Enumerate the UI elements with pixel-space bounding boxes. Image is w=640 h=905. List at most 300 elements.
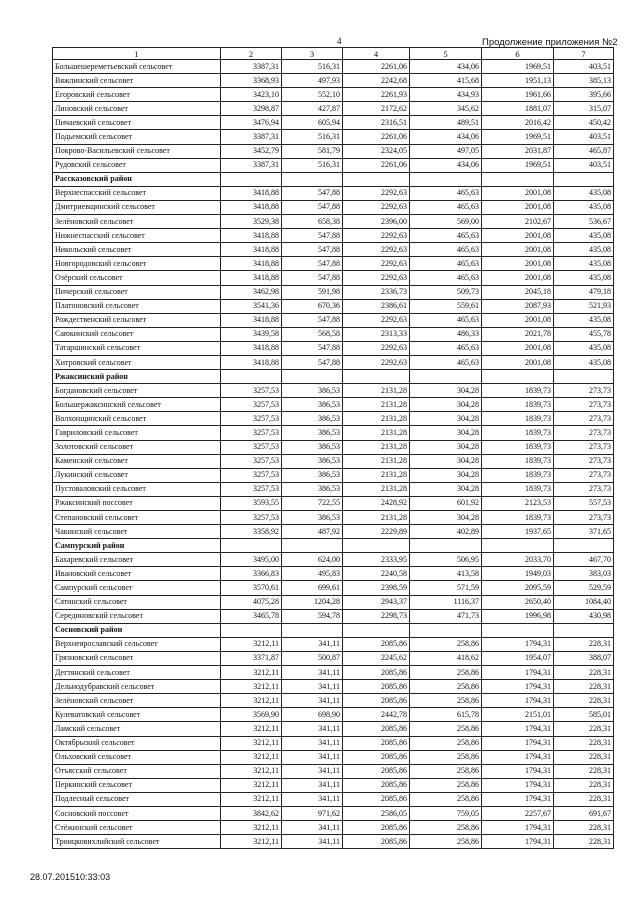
district-name: Ржаксинский район [53,370,221,384]
value-cell: 691,67 [554,806,614,820]
continuation-label: Продолжение приложения №2 [482,37,618,48]
empty-cell [482,370,554,384]
table-row [53,496,614,510]
value-cell: 3387,31 [221,60,282,74]
value-cell: 341,11 [282,694,343,708]
value-cell: 2123,53 [482,496,554,510]
value-cell: 2245,62 [343,651,410,665]
settlement-name: Троицковихлийский сельсовет [53,835,221,849]
value-cell: 497,05 [410,144,482,158]
value-cell: 1954,07 [482,651,554,665]
table-row [53,750,614,764]
value-cell: 304,28 [410,440,482,454]
value-cell: 2021,78 [482,327,554,341]
empty-cell [343,539,410,553]
value-cell: 594,78 [282,609,343,623]
value-cell: 487,92 [282,525,343,539]
value-cell: 435,08 [554,341,614,355]
value-cell: 2001,08 [482,229,554,243]
empty-cell [282,172,343,186]
value-cell: 228,31 [554,835,614,849]
value-cell: 2085,86 [343,694,410,708]
value-cell: 304,28 [410,482,482,496]
value-cell: 465,63 [410,257,482,271]
value-cell: 258,86 [410,736,482,750]
column-header: 5 [410,48,482,60]
table-row [53,313,614,327]
value-cell: 1839,73 [482,440,554,454]
value-cell: 395,66 [554,88,614,102]
value-cell: 571,59 [410,581,482,595]
empty-cell [343,623,410,637]
value-cell: 434,06 [410,158,482,172]
value-cell: 2131,28 [343,384,410,398]
value-cell: 273,73 [554,384,614,398]
value-cell: 3212,11 [221,736,282,750]
value-cell: 1084,40 [554,595,614,609]
value-cell: 2001,08 [482,355,554,369]
value-cell: 1951,13 [482,74,554,88]
value-cell: 2261,93 [343,88,410,102]
table-row [53,130,614,144]
value-cell: 228,31 [554,637,614,651]
table-row [53,778,614,792]
value-cell: 258,86 [410,835,482,849]
value-cell: 1794,31 [482,778,554,792]
value-cell: 2085,86 [343,821,410,835]
value-cell: 450,42 [554,116,614,130]
settlement-name: Вяжлинский сельсовет [53,74,221,88]
value-cell: 2257,67 [482,806,554,820]
value-cell: 3495,00 [221,553,282,567]
district-row [53,539,614,553]
settlement-name: Волхонщинский сельсовет [53,412,221,426]
value-cell: 2001,08 [482,257,554,271]
value-cell: 722,55 [282,496,343,510]
settlement-name: Большешереметьевский сельсовет [53,60,221,74]
value-cell: 258,86 [410,792,482,806]
table-row [53,680,614,694]
column-header: 4 [343,48,410,60]
value-cell: 1839,73 [482,412,554,426]
value-cell: 2001,08 [482,186,554,200]
value-cell: 258,86 [410,637,482,651]
value-cell: 3257,53 [221,398,282,412]
value-cell: 536,67 [554,215,614,229]
value-cell: 2095,59 [482,581,554,595]
value-cell: 341,11 [282,736,343,750]
table-row [53,694,614,708]
settlement-name: Степановский сельсовет [53,511,221,525]
column-header: 6 [482,48,554,60]
table-row [53,341,614,355]
value-cell: 2087,93 [482,299,554,313]
value-cell: 1839,73 [482,511,554,525]
value-cell: 258,86 [410,764,482,778]
value-cell: 228,31 [554,680,614,694]
value-cell: 2396,00 [343,215,410,229]
value-cell: 624,00 [282,553,343,567]
value-cell: 2333,95 [343,553,410,567]
value-cell: 386,53 [282,398,343,412]
value-cell: 403,51 [554,60,614,74]
value-cell: 547,88 [282,257,343,271]
value-cell: 341,11 [282,666,343,680]
settlement-name: Сампурский сельсовет [53,581,221,595]
value-cell: 386,53 [282,482,343,496]
value-cell: 601,92 [410,496,482,510]
value-cell: 547,88 [282,229,343,243]
table-row [53,468,614,482]
value-cell: 3418,88 [221,271,282,285]
empty-cell [221,539,282,553]
value-cell: 258,86 [410,680,482,694]
value-cell: 2085,86 [343,680,410,694]
value-cell: 1969,51 [482,158,554,172]
table-row [53,271,614,285]
settlement-name: Верхнеярославский сельсовет [53,637,221,651]
value-cell: 2442,78 [343,708,410,722]
empty-cell [221,172,282,186]
value-cell: 3418,88 [221,186,282,200]
value-cell: 465,63 [410,355,482,369]
value-cell: 403,51 [554,158,614,172]
settlement-name: Бахаревский сельсовет [53,553,221,567]
value-cell: 2016,42 [482,116,554,130]
value-cell: 427,87 [282,102,343,116]
value-cell: 3439,58 [221,327,282,341]
settlement-name: Дмитриевщинский сельсовет [53,200,221,214]
table-row [53,116,614,130]
value-cell: 3257,53 [221,454,282,468]
value-cell: 2085,86 [343,792,410,806]
value-cell: 486,33 [410,327,482,341]
value-cell: 1794,31 [482,680,554,694]
table-row [53,609,614,623]
value-cell: 2085,86 [343,764,410,778]
value-cell: 2261,06 [343,158,410,172]
value-cell: 1839,73 [482,398,554,412]
value-cell: 521,93 [554,299,614,313]
value-cell: 2292,63 [343,243,410,257]
value-cell: 2292,63 [343,200,410,214]
settlement-name: Ламский сельсовет [53,722,221,736]
settlement-name: Ивановский сельсовет [53,567,221,581]
empty-cell [410,623,482,637]
value-cell: 547,88 [282,271,343,285]
value-cell: 489,51 [410,116,482,130]
value-cell: 1839,73 [482,426,554,440]
value-cell: 371,65 [554,525,614,539]
value-cell: 569,00 [410,215,482,229]
value-cell: 3476,94 [221,116,282,130]
value-cell: 1794,31 [482,666,554,680]
value-cell: 2001,08 [482,200,554,214]
value-cell: 2045,18 [482,285,554,299]
value-cell: 2229,89 [343,525,410,539]
value-cell: 698,90 [282,708,343,722]
district-name: Сосновский район [53,623,221,637]
value-cell: 341,11 [282,764,343,778]
table-row [53,482,614,496]
empty-cell [221,623,282,637]
value-cell: 3529,38 [221,215,282,229]
value-cell: 2386,61 [343,299,410,313]
value-cell: 3569,90 [221,708,282,722]
value-cell: 495,83 [282,567,343,581]
value-cell: 559,61 [410,299,482,313]
value-cell: 430,98 [554,609,614,623]
value-cell: 383,03 [554,567,614,581]
value-cell: 3257,53 [221,468,282,482]
table-row [53,792,614,806]
settlement-name: Кулеватовский сельсовет [53,708,221,722]
value-cell: 2172,62 [343,102,410,116]
value-cell: 2131,28 [343,426,410,440]
value-cell: 341,11 [282,792,343,806]
value-cell: 581,79 [282,144,343,158]
settlement-name: Богдановский сельсовет [53,384,221,398]
table-row [53,299,614,313]
empty-cell [554,623,614,637]
value-cell: 3368,93 [221,74,282,88]
table-row [53,764,614,778]
value-cell: 228,31 [554,666,614,680]
value-cell: 258,86 [410,778,482,792]
settlement-name: Дельнодубравский сельсовет [53,680,221,694]
value-cell: 1794,31 [482,821,554,835]
value-cell: 2586,05 [343,806,410,820]
value-cell: 1794,31 [482,694,554,708]
table-row [53,567,614,581]
table-row [53,215,614,229]
value-cell: 304,28 [410,454,482,468]
value-cell: 465,63 [410,313,482,327]
value-cell: 341,11 [282,778,343,792]
value-cell: 471,73 [410,609,482,623]
value-cell: 2033,70 [482,553,554,567]
empty-cell [282,370,343,384]
settlement-name: Золотовский сельсовет [53,440,221,454]
table-row [53,806,614,820]
empty-cell [554,172,614,186]
value-cell: 547,88 [282,355,343,369]
value-cell: 2943,37 [343,595,410,609]
settlement-name: Верхнеспасский сельсовет [53,186,221,200]
empty-cell [482,539,554,553]
value-cell: 1839,73 [482,454,554,468]
value-cell: 273,73 [554,412,614,426]
value-cell: 2336,73 [343,285,410,299]
value-cell: 2261,06 [343,130,410,144]
value-cell: 1794,31 [482,722,554,736]
table-row [53,398,614,412]
settlement-name: Сосновский поссовет [53,806,221,820]
value-cell: 615,78 [410,708,482,722]
value-cell: 585,01 [554,708,614,722]
value-cell: 258,86 [410,722,482,736]
value-cell: 2292,63 [343,341,410,355]
value-cell: 465,87 [554,144,614,158]
value-cell: 304,28 [410,384,482,398]
value-cell: 2292,63 [343,355,410,369]
value-cell: 3212,11 [221,637,282,651]
table-row [53,158,614,172]
value-cell: 3358,92 [221,525,282,539]
value-cell: 2242,68 [343,74,410,88]
value-cell: 2316,51 [343,116,410,130]
value-cell: 516,31 [282,60,343,74]
table-row [53,708,614,722]
value-cell: 1839,73 [482,384,554,398]
value-cell: 341,11 [282,722,343,736]
district-name: Рассказовский район [53,172,221,186]
value-cell: 341,11 [282,750,343,764]
empty-cell [343,172,410,186]
value-cell: 2031,87 [482,144,554,158]
value-cell: 547,88 [282,243,343,257]
value-cell: 759,05 [410,806,482,820]
value-cell: 2085,86 [343,750,410,764]
value-cell: 1969,51 [482,130,554,144]
value-cell: 467,70 [554,553,614,567]
value-cell: 568,58 [282,327,343,341]
settlement-name: Подьемский сельсовет [53,130,221,144]
value-cell: 3212,11 [221,835,282,849]
page-number: 4 [337,36,342,46]
settlement-name: Ольховский сельсовет [53,750,221,764]
table-row [53,384,614,398]
value-cell: 3842,62 [221,806,282,820]
settlement-name: Гавриловский сельсовет [53,426,221,440]
table-row [53,595,614,609]
value-cell: 500,87 [282,651,343,665]
value-cell: 304,28 [410,398,482,412]
empty-cell [410,172,482,186]
settlement-name: Отъясский сельсовет [53,764,221,778]
value-cell: 415,68 [410,74,482,88]
value-cell: 386,53 [282,412,343,426]
value-cell: 552,10 [282,88,343,102]
value-cell: 2131,28 [343,398,410,412]
value-cell: 3418,88 [221,313,282,327]
value-cell: 3212,11 [221,778,282,792]
value-cell: 341,11 [282,835,343,849]
value-cell: 547,88 [282,200,343,214]
value-cell: 434,06 [410,60,482,74]
table-row [53,327,614,341]
value-cell: 3212,11 [221,722,282,736]
settlement-name: Татаршинский сельсовет [53,341,221,355]
value-cell: 506,95 [410,553,482,567]
value-cell: 2428,92 [343,496,410,510]
settlement-name: Озёрский сельсовет [53,271,221,285]
empty-cell [343,370,410,384]
settlement-name: Ржаксинский поссовет [53,496,221,510]
value-cell: 228,31 [554,792,614,806]
value-cell: 2151,01 [482,708,554,722]
value-cell: 3465,78 [221,609,282,623]
value-cell: 1881,07 [482,102,554,116]
table-row [53,736,614,750]
value-cell: 435,08 [554,229,614,243]
value-cell: 2292,63 [343,271,410,285]
value-cell: 3593,55 [221,496,282,510]
settlement-name: Никольский сельсовет [53,243,221,257]
value-cell: 3212,11 [221,666,282,680]
value-cell: 3257,53 [221,384,282,398]
empty-cell [410,539,482,553]
value-cell: 509,73 [410,285,482,299]
value-cell: 304,28 [410,426,482,440]
value-cell: 2650,40 [482,595,554,609]
value-cell: 435,08 [554,257,614,271]
value-cell: 3212,11 [221,792,282,806]
value-cell: 3212,11 [221,680,282,694]
value-cell: 1794,31 [482,637,554,651]
value-cell: 547,88 [282,341,343,355]
value-cell: 304,28 [410,511,482,525]
value-cell: 228,31 [554,736,614,750]
table-row [53,821,614,835]
settlement-name: Новгородовский сельсовет [53,257,221,271]
value-cell: 413,58 [410,567,482,581]
settlement-name: Платоновский сельсовет [53,299,221,313]
settlement-name: Покрово-Васильевский сельсовет [53,144,221,158]
column-header: 2 [221,48,282,60]
settlement-name: Рудовский сельсовет [53,158,221,172]
value-cell: 2313,33 [343,327,410,341]
value-cell: 258,86 [410,694,482,708]
table-row [53,511,614,525]
value-cell: 547,88 [282,186,343,200]
value-cell: 2102,67 [482,215,554,229]
district-name: Сампурский район [53,539,221,553]
settlement-name: Сатинский сельсовет [53,595,221,609]
settlement-name: Грязновский сельсовет [53,651,221,665]
value-cell: 3212,11 [221,694,282,708]
table-row [53,454,614,468]
value-cell: 465,63 [410,200,482,214]
empty-cell [282,539,343,553]
table-row [53,74,614,88]
value-cell: 3452,79 [221,144,282,158]
value-cell: 386,53 [282,468,343,482]
table-row [53,229,614,243]
settlement-name: Зелёновский сельсовет [53,694,221,708]
value-cell: 2292,63 [343,186,410,200]
table-row [53,651,614,665]
value-cell: 228,31 [554,778,614,792]
table-row [53,440,614,454]
value-cell: 2292,63 [343,313,410,327]
empty-cell [482,172,554,186]
empty-cell [554,539,614,553]
column-numbers-row [53,48,614,60]
value-cell: 465,63 [410,341,482,355]
value-cell: 418,62 [410,651,482,665]
settlement-name: Хитровский сельсовет [53,355,221,369]
value-cell: 465,63 [410,229,482,243]
table-row [53,355,614,369]
value-cell: 3462,98 [221,285,282,299]
value-cell: 3298,87 [221,102,282,116]
value-cell: 258,86 [410,666,482,680]
settlement-name: Пичаевский сельсовет [53,116,221,130]
value-cell: 1961,66 [482,88,554,102]
value-cell: 2085,86 [343,722,410,736]
value-cell: 1839,73 [482,482,554,496]
